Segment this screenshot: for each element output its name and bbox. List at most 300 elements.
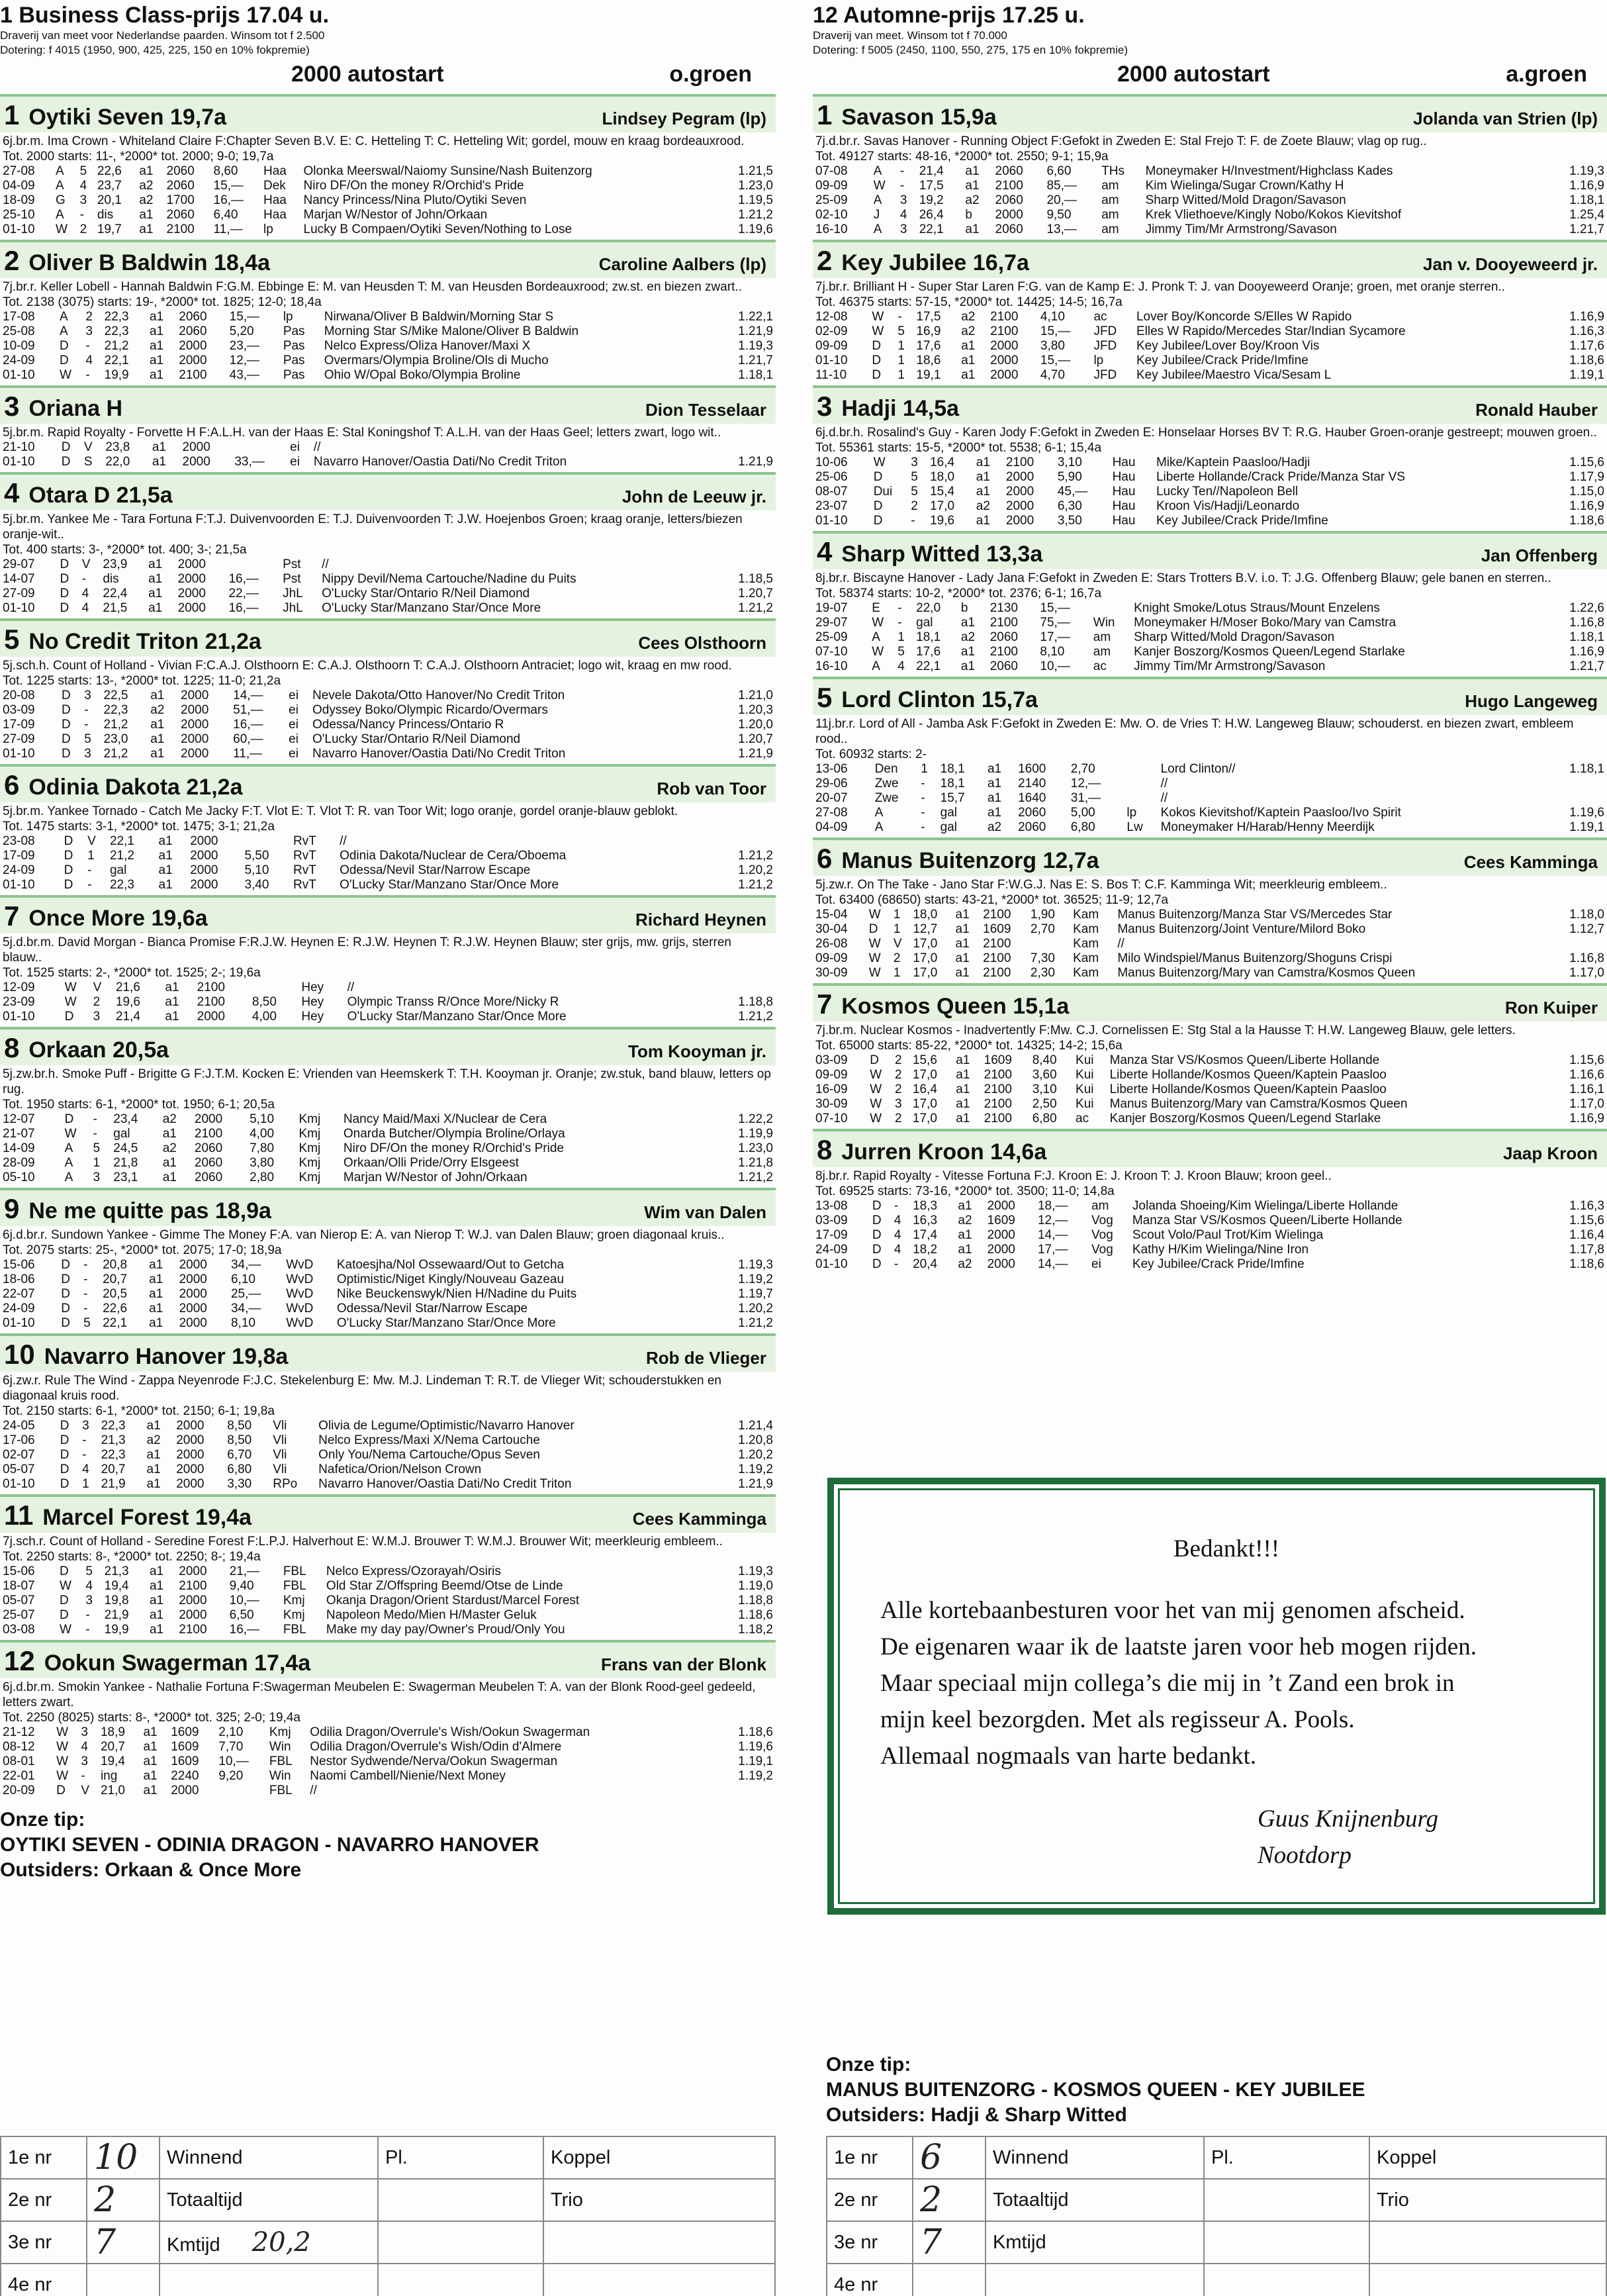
result-cell: D — [873, 499, 883, 513]
result-cell: Vli — [273, 1448, 287, 1462]
result-cell: 2000 — [995, 208, 1023, 222]
result-cell: 2100 — [179, 1623, 207, 1637]
grid-row-label: 4e nr — [827, 2264, 913, 2296]
result-cell: RvT — [293, 849, 316, 863]
result-row — [813, 164, 1607, 179]
result-cell: b — [965, 208, 972, 222]
result-cell: 1.21,2 — [738, 878, 773, 892]
left-race-column — [0, 0, 776, 2296]
result-cell: W — [56, 1769, 69, 1783]
result-cell: 10,— — [229, 1594, 260, 1607]
result-cell: 09-09 — [815, 951, 848, 965]
result-cell: 18,3 — [913, 1199, 938, 1213]
result-cell: 9,20 — [218, 1769, 244, 1783]
result-row — [813, 777, 1607, 791]
horse-entry — [813, 677, 1607, 835]
result-cell: a1 — [149, 324, 164, 338]
result-cell: a1 — [149, 339, 164, 353]
result-cell: 2000 — [171, 1784, 199, 1797]
result-cell: 14,— — [1037, 1257, 1068, 1271]
result-cell: 16-09 — [815, 1082, 848, 1096]
horse-title — [817, 988, 1069, 1020]
result-cell: 2100 — [984, 1082, 1012, 1096]
grid-label: Totaaltijd — [160, 2179, 378, 2221]
result-cell: Pst — [283, 557, 301, 571]
result-row — [813, 310, 1607, 324]
result-cell: 10-06 — [815, 455, 848, 469]
result-cell: 1.19,0 — [738, 1579, 773, 1593]
result-cell: 12-09 — [3, 981, 35, 994]
tip-text: OYTIKI SEVEN - ODINIA DRAGON - NAVARRO HANOVER — [0, 1834, 539, 1856]
result-cell: 20,— — [1046, 193, 1077, 207]
result-cell: a2 — [150, 703, 165, 717]
result-cell: 2000 — [987, 1199, 1015, 1213]
result-cell: W — [872, 616, 884, 630]
result-cell — [1091, 601, 1131, 616]
result-cell: 2060 — [194, 1156, 223, 1170]
result-cell: 6,40 — [213, 208, 238, 222]
result-cell: Nelco Express/Ozorayah/Osiris — [326, 1564, 501, 1578]
result-row — [0, 995, 776, 1010]
result-cell: W — [872, 324, 884, 338]
horse-pedigree: 7j.d.br.r. Savas Hanover - Running Object F:Gefokt in Zweden E: Stal Frejo T: F. de Zoete Blauw; vlag op rug.. — [815, 134, 1427, 148]
result-cell: Kmj — [283, 1608, 305, 1622]
result-row — [813, 485, 1607, 499]
result-cell: THs — [1101, 164, 1125, 178]
result-cell: a1 — [955, 937, 970, 951]
result-cell: Kmj — [269, 1725, 291, 1739]
result-cell: 2060 — [179, 324, 207, 338]
result-cell: 8,50 — [252, 995, 277, 1009]
result-cell: 2000 — [194, 1112, 223, 1126]
result-cell: 19,4 — [100, 1754, 125, 1768]
result-cell: 1.17,0 — [1569, 1097, 1604, 1111]
horse-header — [813, 240, 1607, 278]
horse-driver: Wim van Dalen — [644, 1202, 766, 1222]
result-cell: Vog — [1091, 1228, 1113, 1242]
result-cell: Vog — [1091, 1243, 1113, 1257]
result-cell: Niro DF/On the money R/Orchid's Pride — [303, 179, 524, 193]
horse-name: Otara D 21,5a — [28, 483, 173, 508]
result-row — [0, 689, 776, 703]
result-cell: 5 — [84, 732, 91, 746]
result-cell: a1 — [965, 164, 980, 178]
result-cell: 1.19,1 — [1569, 820, 1604, 834]
result-cell: D — [873, 514, 883, 528]
result-cell: 1.19,2 — [738, 1462, 773, 1476]
horse-name: Odinia Dakota 21,2a — [28, 775, 243, 800]
horse-driver: Ron Kuiper — [1504, 998, 1598, 1018]
result-cell: 18,1 — [940, 777, 965, 790]
result-cell: 3 — [85, 324, 93, 338]
result-cell: 1.19,6 — [1569, 806, 1604, 820]
horse-entry — [0, 1188, 776, 1331]
result-row — [0, 1127, 776, 1141]
result-cell: - — [82, 1448, 87, 1462]
result-cell: 2000 — [197, 1010, 225, 1024]
result-cell: - — [84, 703, 89, 717]
horse-pedigree: 6j.d.br.h. Rosalind's Guy - Karen Jody F:Gefokt in Zweden E: Honselaar Horses BV T: R.G. Hauber Groen-oranje gestreept; mouwen groen.. — [815, 426, 1597, 440]
result-cell: 1.21,9 — [738, 1477, 773, 1491]
result-cell: D — [62, 732, 71, 746]
result-cell: D — [60, 557, 69, 571]
result-cell: 05-10 — [3, 1171, 35, 1184]
result-cell: D — [64, 849, 73, 863]
result-cell: Dek — [263, 179, 286, 193]
result-cell: 23,— — [229, 339, 260, 353]
grid-row-label: 2e nr — [827, 2179, 913, 2221]
result-row — [813, 368, 1607, 383]
result-cell: Navarro Hanover/Oastia Dati/No Credit Triton — [313, 455, 567, 469]
result-cell: 1.22,6 — [1569, 601, 1604, 615]
result-cell: 2000 — [181, 703, 209, 717]
result-cell: 2000 — [990, 368, 1019, 382]
horse-driver: Caroline Aalbers (lp) — [598, 254, 766, 274]
result-cell: a1 — [149, 310, 164, 324]
result-cell: ei — [289, 689, 298, 702]
result-cell: 1600 — [1018, 762, 1046, 776]
result-cell: a1 — [956, 1053, 970, 1067]
result-cell: a1 — [152, 455, 166, 469]
result-cell: a2 — [139, 193, 154, 207]
result-cell — [242, 834, 291, 849]
result-cell: Jimmy Tim/Mr Armstrong/Savason — [1145, 222, 1337, 236]
horse-title — [4, 477, 173, 509]
result-cell: V — [83, 440, 93, 454]
result-cell: A — [872, 630, 880, 644]
result-cell: Win — [1093, 616, 1115, 630]
result-cell: 1.20,0 — [738, 718, 773, 732]
result-cell: Odessa/Nancy Princess/Ontario R — [312, 718, 504, 732]
result-row — [813, 222, 1607, 237]
result-cell: 5,50 — [244, 849, 269, 863]
result-cell: 2000 — [177, 587, 206, 600]
result-cell: D — [868, 922, 878, 936]
result-cell: 5 — [911, 470, 918, 484]
result-cell: 30-09 — [815, 966, 848, 980]
horse-title — [4, 1193, 271, 1225]
horse-name: Ookun Swagerman 17,4a — [44, 1650, 311, 1676]
result-cell: 15,— — [1040, 601, 1070, 615]
result-cell: 30-04 — [815, 922, 848, 936]
result-cell: A — [64, 1141, 73, 1155]
horse-stats: Tot. 55361 starts: 15-5, *2000* tot. 5538; 6-1; 15,4a — [815, 441, 1102, 455]
horse-title — [4, 1645, 310, 1677]
result-row — [0, 1010, 776, 1024]
result-row — [0, 557, 776, 572]
result-cell: 85,— — [1046, 179, 1077, 193]
result-cell: lp — [263, 222, 273, 236]
horse-stats: Tot. 65000 starts: 85-22, *2000* tot. 14325; 14-2; 15,6a — [815, 1039, 1123, 1053]
result-cell: Kmj — [283, 1594, 305, 1607]
result-cell: Key Jubilee/Crack Pride/Imfine — [1132, 1257, 1305, 1271]
race-distance-row — [813, 58, 1607, 87]
race-results-table — [0, 440, 776, 469]
result-cell: 1.21,9 — [738, 747, 773, 761]
result-cell: Kmj — [298, 1127, 321, 1141]
result-cell: 2100 — [197, 981, 225, 994]
race-results-table — [813, 762, 1607, 835]
result-cell: 1 — [87, 849, 95, 863]
result-cell: Liberte Hollande/Kosmos Queen/Kaptein Paasloo — [1109, 1068, 1387, 1082]
result-cell: D — [64, 1112, 74, 1126]
result-cell: Sharp Witted/Mold Dragon/Savason — [1134, 630, 1335, 644]
result-cell: Hau — [1112, 514, 1136, 528]
result-cell: D — [61, 1258, 70, 1272]
race-results-table — [0, 689, 776, 761]
result-cell: 21,2 — [103, 747, 128, 761]
result-cell: 26-08 — [815, 937, 848, 951]
result-cell: 17,0 — [912, 1068, 937, 1082]
result-cell — [216, 1784, 267, 1798]
handwritten-entry: 7 — [913, 2221, 986, 2264]
result-cell: 1.21,7 — [1569, 222, 1604, 236]
result-cell: 21,— — [229, 1564, 260, 1578]
grid-row-label: 1e nr — [827, 2136, 913, 2179]
result-cell: Navarro Hanover/Oastia Dati/No Credit Triton — [318, 1477, 572, 1491]
result-cell — [1547, 777, 1607, 791]
result-cell: 23,7 — [97, 179, 122, 193]
result-cell: - — [81, 572, 87, 586]
result-cell — [1124, 791, 1158, 806]
grid-label: Totaaltijd — [986, 2179, 1204, 2221]
result-cell: a2 — [958, 1214, 972, 1227]
horse-number: 3 — [817, 391, 833, 422]
result-cell: 3 — [899, 222, 907, 236]
horse-entry — [813, 94, 1607, 237]
result-row — [813, 820, 1607, 835]
horse-entry — [0, 240, 776, 383]
result-cell: A — [872, 659, 880, 673]
result-cell: 01-10 — [815, 354, 848, 367]
result-cell: 07-10 — [815, 1112, 848, 1125]
result-cell: FBL — [269, 1754, 293, 1768]
result-cell: - — [85, 1608, 90, 1622]
result-cell: a1 — [143, 1769, 158, 1783]
result-cell: 22,6 — [97, 164, 122, 178]
result-row — [813, 1199, 1607, 1214]
result-cell: - — [894, 1257, 899, 1271]
result-cell: 8,40 — [1032, 1053, 1057, 1067]
result-cell: 03-09 — [815, 1053, 848, 1067]
result-cell: D — [64, 1010, 74, 1024]
result-cell: 5,90 — [1057, 470, 1082, 484]
result-cell: 33,— — [234, 455, 265, 469]
result-cell: 04-09 — [815, 820, 848, 834]
handwritten-entry: 10 — [87, 2136, 160, 2179]
result-cell: 2 — [894, 1068, 902, 1082]
result-cell: 22,5 — [103, 689, 128, 702]
result-cell: 2000 — [181, 689, 209, 702]
result-cell: 2100 — [983, 937, 1011, 951]
result-cell: // — [347, 981, 355, 994]
horse-number: 8 — [4, 1032, 20, 1063]
result-cell: 1.19,3 — [1569, 164, 1604, 178]
result-cell: 2 — [894, 1082, 902, 1096]
result-cell: W — [64, 995, 77, 1009]
result-row — [813, 616, 1607, 630]
result-cell: 4 — [81, 601, 89, 615]
result-row — [0, 1594, 776, 1608]
result-cell: W — [870, 1112, 882, 1125]
result-cell: 25-09 — [815, 193, 848, 207]
result-cell: 2000 — [176, 1462, 205, 1476]
horse-stats: Tot. 49127 starts: 48-16, *2000* tot. 2550; 9-1; 15,9a — [815, 150, 1109, 164]
result-cell: 18,2 — [913, 1243, 938, 1257]
horse-title — [4, 1032, 169, 1064]
result-row — [813, 455, 1607, 470]
result-cell: a1 — [960, 645, 976, 659]
result-row — [0, 1112, 776, 1127]
result-row — [0, 1579, 776, 1594]
result-cell: 1.17,8 — [1569, 1243, 1604, 1257]
result-cell: 1.18,2 — [738, 1623, 773, 1637]
result-cell: 5,10 — [250, 1112, 275, 1126]
result-cell: RvT — [293, 878, 316, 892]
result-cell: W — [868, 908, 881, 922]
horse-header — [813, 677, 1607, 715]
result-row — [0, 368, 776, 383]
result-cell: JhL — [283, 587, 303, 600]
result-cell: D — [61, 1316, 70, 1330]
horse-driver: Dion Tesselaar — [645, 400, 766, 420]
result-cell: a1 — [148, 587, 163, 600]
result-cell: 8,10 — [230, 1316, 255, 1330]
result-cell: Moneymaker H/Investment/Highclass Kades — [1145, 164, 1393, 178]
race-results-table — [0, 1564, 776, 1637]
result-cell: a1 — [162, 1171, 177, 1184]
result-cell: a1 — [987, 806, 1002, 820]
result-cell: D — [872, 1214, 882, 1227]
result-cell: ei — [289, 747, 298, 761]
result-cell: Mike/Kaptein Paasloo/Hadji — [1156, 455, 1310, 469]
grid-label: Koppel — [543, 2136, 775, 2179]
result-cell: am — [1101, 193, 1119, 207]
result-cell: FBL — [283, 1579, 306, 1593]
horse-stats: Tot. 2150 starts: 6-1, *2000* tot. 2150; 6-1; 19,8a — [3, 1404, 275, 1418]
result-cell — [716, 1784, 776, 1798]
result-cell: 5 — [93, 1141, 101, 1155]
horse-title — [4, 900, 208, 932]
notice-title: Bedankt!!! — [1173, 1535, 1280, 1562]
result-cell: 1.23,0 — [738, 179, 773, 193]
result-cell: 1 — [93, 1156, 101, 1170]
result-cell: 2000 — [177, 572, 206, 586]
result-cell: 22,3 — [109, 878, 134, 892]
result-cell: 17,0 — [913, 951, 938, 965]
result-cell: 3 — [93, 1171, 101, 1184]
result-cell: - — [899, 164, 905, 178]
result-cell: 01-10 — [3, 368, 35, 382]
horse-number: 2 — [817, 245, 833, 276]
grid-label: Pl. — [1204, 2136, 1369, 2179]
result-cell: Odilia Dragon/Overrule's Wish/Odin d'Almere — [310, 1740, 562, 1754]
grid-label: Trio — [543, 2179, 775, 2221]
result-cell: 2100 — [990, 324, 1019, 338]
result-cell: 21,8 — [113, 1156, 138, 1170]
race-results-table — [0, 1419, 776, 1492]
result-cell: 17-09 — [815, 1228, 848, 1242]
result-cell: 20,7 — [101, 1462, 126, 1476]
result-cell: Vli — [273, 1462, 287, 1476]
result-cell: A — [55, 179, 64, 193]
result-cell: 3 — [911, 455, 918, 469]
result-cell: W — [868, 966, 881, 980]
result-cell: a1 — [165, 1010, 179, 1024]
result-cell: a1 — [955, 951, 970, 965]
horse-entry — [0, 385, 776, 469]
horse-pedigree: 5j.br.m. Yankee Tornado - Catch Me Jacky F:T. Vlot E: T. Vlot T: R. van Toor Wit; logo oranje, gordel oranje-blauw geblokt. — [3, 804, 678, 818]
result-cell: 19,6 — [115, 995, 140, 1009]
result-cell: 2000 — [1005, 470, 1034, 484]
result-cell: 8,60 — [213, 164, 238, 178]
result-cell: 1.18,6 — [1569, 1257, 1604, 1271]
horse-name: Once More 19,6a — [28, 906, 208, 931]
result-row — [813, 1112, 1607, 1126]
result-cell: 1.21,2 — [738, 208, 773, 222]
result-cell: 16,— — [228, 601, 259, 615]
result-cell: Manus Buitenzorg/Mary van Camstra/Kosmos Queen — [1117, 966, 1416, 980]
result-cell: O'Lucky Star/Manzano Star/Once More — [322, 601, 541, 615]
grid-cell — [378, 2264, 543, 2296]
grid-cell — [1369, 2264, 1606, 2296]
result-cell: a1 — [152, 440, 166, 454]
result-cell: 15,— — [1040, 324, 1071, 338]
result-cell: 08-12 — [3, 1740, 35, 1754]
result-cell: a1 — [149, 1302, 163, 1315]
result-cell: Lucky Ten//Napoleon Bell — [1156, 485, 1299, 499]
result-cell: Manza Star VS/Kosmos Queen/Liberte Hollande — [1132, 1214, 1402, 1227]
result-cell: a1 — [976, 470, 990, 484]
result-cell: - — [897, 310, 902, 324]
result-cell: - — [83, 1258, 88, 1272]
result-cell: a1 — [150, 718, 165, 732]
result-cell: Key Jubilee/Crack Pride/Imfine — [1136, 354, 1309, 367]
result-cell: 26,4 — [919, 208, 944, 222]
result-cell: lp — [283, 310, 293, 324]
result-cell: 1640 — [1018, 791, 1046, 805]
result-cell: 6,30 — [1057, 499, 1082, 513]
horse-stats: Tot. 2138 (3075) starts: 19-, *2000* tot. 1825; 12-0; 18,4a — [3, 295, 322, 309]
horse-driver: Cees Kamminga — [632, 1509, 766, 1529]
result-cell: 2000 — [190, 863, 218, 877]
result-cell: 15-04 — [815, 908, 848, 922]
horse-name: No Credit Triton 21,2a — [28, 629, 261, 654]
result-cell: 1.18,0 — [1569, 908, 1604, 922]
result-row — [0, 310, 776, 324]
result-cell: Moneymaker H/Harab/Henny Meerdijk — [1160, 820, 1375, 834]
handwritten-entry: 7 — [87, 2221, 160, 2264]
result-cell: Moneymaker H/Moser Boko/Mary van Camstra — [1134, 616, 1397, 630]
result-cell: D — [60, 1433, 69, 1447]
race-results-table — [0, 310, 776, 383]
race-results-table — [813, 601, 1607, 674]
result-row — [813, 1082, 1607, 1097]
result-cell: 8,50 — [227, 1419, 252, 1433]
race-results-table — [813, 455, 1607, 528]
horse-name: Jurren Kroon 14,6a — [841, 1139, 1047, 1165]
result-cell: 19,2 — [919, 193, 944, 207]
result-cell: 2100 — [166, 222, 195, 236]
result-cell: 2100 — [984, 1097, 1012, 1111]
result-cell: a1 — [150, 689, 165, 702]
handwritten-entry: 2 — [87, 2179, 160, 2221]
result-cell: D — [61, 455, 71, 469]
result-cell: 17,— — [1040, 630, 1070, 644]
horse-stats: Tot. 69525 starts: 73-16, *2000* tot. 3500; 11-0; 14,8a — [815, 1184, 1115, 1198]
horse-header — [0, 94, 776, 132]
result-cell: D — [872, 1228, 882, 1242]
